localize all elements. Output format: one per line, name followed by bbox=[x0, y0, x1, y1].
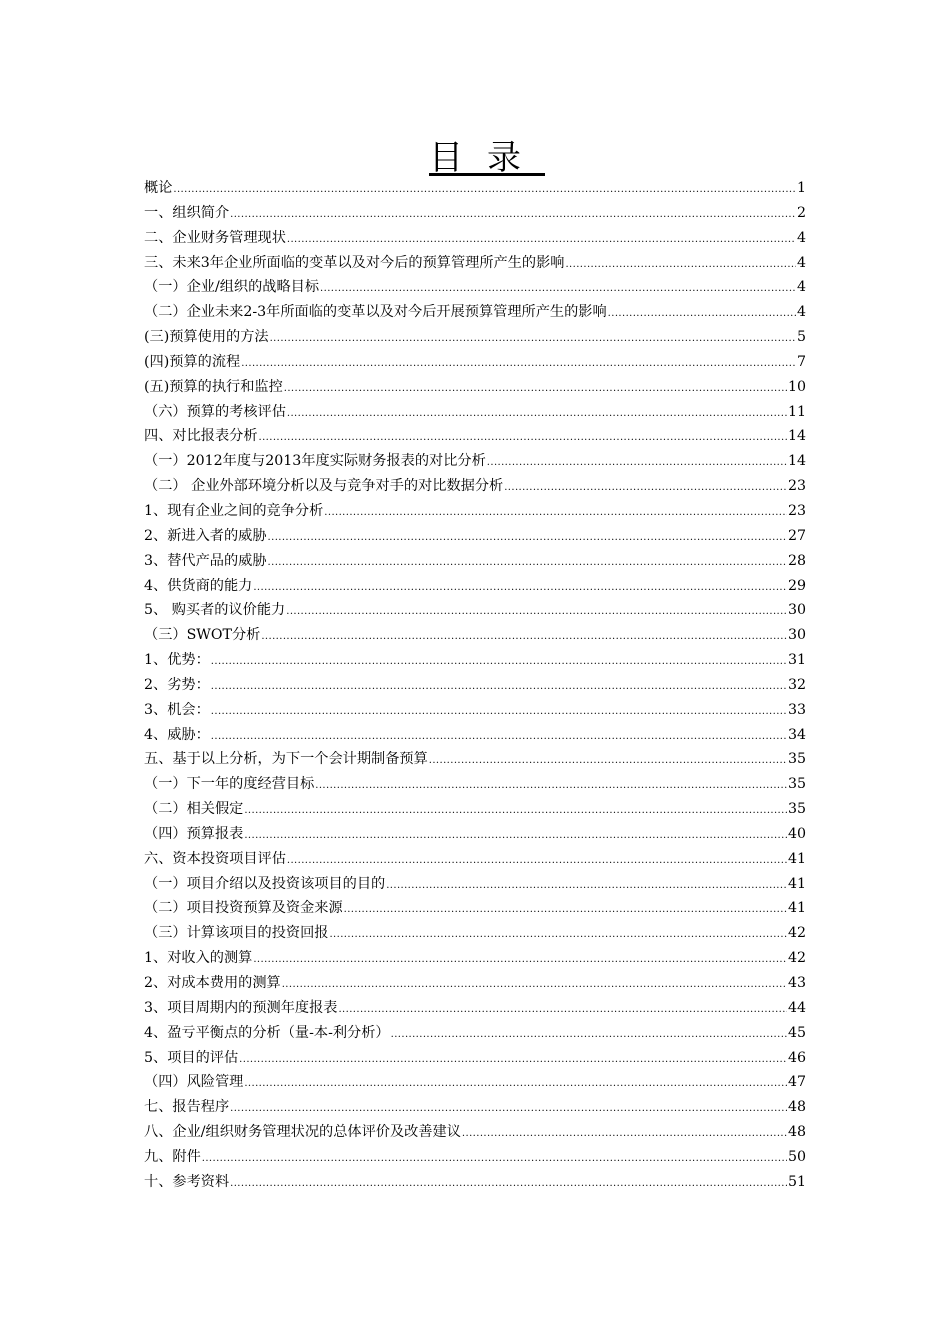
toc-entry-label: 5、项目的评估 bbox=[144, 1049, 239, 1066]
toc-leader-dots bbox=[202, 1147, 787, 1172]
toc-entry-label: 2、劣势： bbox=[144, 676, 210, 693]
toc-entry[interactable] bbox=[144, 872, 806, 897]
toc-entry[interactable] bbox=[144, 375, 806, 400]
toc-title bbox=[0, 130, 950, 179]
toc-leader-dots bbox=[344, 898, 787, 923]
toc-entry-page-number: 48 bbox=[787, 1124, 806, 1141]
toc-leader-dots bbox=[504, 476, 787, 501]
toc-leader-dots bbox=[429, 749, 787, 774]
toc-entry[interactable] bbox=[144, 1095, 806, 1120]
toc-entry-page-number: 11 bbox=[787, 403, 806, 420]
toc-entry-page-number: 34 bbox=[787, 726, 806, 743]
toc-entry-page-number: 28 bbox=[787, 552, 806, 569]
toc-entry-page-number: 4 bbox=[796, 279, 806, 296]
toc-entry-label: 3、机会： bbox=[144, 701, 210, 718]
toc-entry[interactable] bbox=[144, 325, 806, 350]
toc-entry-page-number: 30 bbox=[787, 627, 806, 644]
toc-entry-label: 十、参考资料 bbox=[144, 1173, 230, 1190]
toc-entry-label: (五)预算的执行和监控 bbox=[144, 378, 283, 395]
toc-leader-dots bbox=[320, 277, 796, 302]
toc-entry-page-number: 41 bbox=[787, 900, 806, 917]
toc-entry[interactable] bbox=[144, 524, 806, 549]
toc-leader-dots bbox=[565, 253, 796, 278]
toc-entry-label: （二） 企业外部环境分析以及与竞争对手的对比数据分析 bbox=[144, 478, 504, 495]
toc-entry[interactable] bbox=[144, 424, 806, 449]
toc-entry[interactable] bbox=[144, 226, 806, 251]
toc-entry[interactable] bbox=[144, 946, 806, 971]
toc-entry[interactable] bbox=[144, 723, 806, 748]
toc-entry[interactable] bbox=[144, 772, 806, 797]
toc-entry-label: (四)预算的流程 bbox=[144, 353, 241, 370]
toc-entry[interactable] bbox=[144, 598, 806, 623]
toc-leader-dots bbox=[230, 203, 796, 228]
toc-entry[interactable] bbox=[144, 449, 806, 474]
toc-entry-page-number: 35 bbox=[787, 776, 806, 793]
toc-entry-label: 3、替代产品的威胁 bbox=[144, 552, 267, 569]
toc-entry-label: （一）2012年度与2013年度实际财务报表的对比分析 bbox=[144, 453, 486, 470]
toc-leader-dots bbox=[462, 1122, 787, 1147]
toc-entry[interactable] bbox=[144, 300, 806, 325]
toc-entry-page-number: 2 bbox=[796, 204, 806, 221]
toc-entry-label: 1、现有企业之间的竞争分析 bbox=[144, 502, 324, 519]
toc-entry-label: 九、附件 bbox=[144, 1148, 201, 1165]
toc-entry-label: （三）SWOT分析 bbox=[144, 627, 261, 644]
toc-entry[interactable] bbox=[144, 400, 806, 425]
toc-leader-dots bbox=[287, 849, 787, 874]
toc-entry-page-number: 14 bbox=[787, 428, 806, 445]
toc-leader-dots bbox=[259, 426, 787, 451]
toc-entry-page-number: 5 bbox=[796, 329, 806, 346]
toc-entry-label: （二）项目投资预算及资金来源 bbox=[144, 900, 343, 917]
toc-entry-label: 2、对成本费用的测算 bbox=[144, 975, 281, 991]
toc-leader-dots bbox=[211, 700, 787, 725]
toc-entry-page-number: 32 bbox=[787, 676, 806, 693]
toc-entry-page-number: 41 bbox=[787, 850, 806, 867]
toc-entry-page-number: 4 bbox=[796, 229, 806, 246]
toc-entry[interactable] bbox=[144, 1021, 806, 1046]
toc-entry[interactable] bbox=[144, 549, 806, 574]
toc-leader-dots bbox=[253, 948, 787, 973]
toc-entry[interactable] bbox=[144, 1170, 806, 1195]
toc-entry-label: 1、对收入的测算 bbox=[144, 950, 253, 967]
toc-entry-label: (三)预算使用的方法 bbox=[144, 329, 269, 346]
toc-entry[interactable] bbox=[144, 847, 806, 872]
toc-entry[interactable] bbox=[144, 822, 806, 847]
toc-leader-dots bbox=[173, 178, 796, 203]
toc-entry[interactable] bbox=[144, 275, 806, 300]
toc-entry-label: 四、对比报表分析 bbox=[144, 428, 258, 445]
toc-entry-label: 概论 bbox=[144, 180, 173, 196]
toc-leader-dots bbox=[253, 576, 787, 601]
toc-entry[interactable] bbox=[144, 1145, 806, 1170]
toc-entry[interactable] bbox=[144, 499, 806, 524]
toc-entry[interactable] bbox=[144, 201, 806, 226]
toc-entry-label: 3、项目周期内的预测年度报表 bbox=[144, 999, 338, 1016]
toc-entry-page-number: 33 bbox=[787, 701, 806, 718]
toc-leader-dots bbox=[268, 551, 787, 576]
toc-entry-page-number: 44 bbox=[787, 999, 806, 1016]
toc-entry-page-number: 1 bbox=[796, 180, 806, 196]
toc-entry[interactable] bbox=[144, 1070, 806, 1095]
toc-entry-page-number: 43 bbox=[787, 975, 806, 991]
toc-entry-label: 八、企业/组织财务管理状况的总体评价及改善建议 bbox=[144, 1124, 461, 1141]
toc-entry[interactable] bbox=[144, 574, 806, 599]
toc-entry-label: 五、基于以上分析，为下一个会计期制备预算 bbox=[144, 751, 428, 768]
toc-leader-dots bbox=[391, 1023, 787, 1048]
toc-entry-label: （六）预算的考核评估 bbox=[144, 403, 286, 420]
toc-leader-dots bbox=[230, 1097, 787, 1122]
toc-entry-label: 4、盈亏平衡点的分析（量-本-利分析） bbox=[144, 1024, 390, 1041]
toc-entry-label: 二、企业财务管理现状 bbox=[144, 229, 286, 246]
toc-entry-page-number: 46 bbox=[787, 1049, 806, 1066]
toc-entry-page-number: 42 bbox=[787, 925, 806, 942]
toc-entry-label: （一）企业/组织的战略目标 bbox=[144, 279, 320, 296]
toc-entry[interactable] bbox=[144, 747, 806, 772]
toc-leader-dots bbox=[268, 526, 787, 551]
toc-leader-dots bbox=[487, 451, 787, 476]
toc-entry-label: （四）风险管理 bbox=[144, 1074, 244, 1091]
toc-leader-dots bbox=[386, 874, 787, 899]
toc-entry-page-number: 42 bbox=[787, 950, 806, 967]
toc-entry-label: 一、组织简介 bbox=[144, 204, 230, 221]
toc-entry-page-number: 30 bbox=[787, 602, 806, 619]
toc-entry-page-number: 35 bbox=[787, 751, 806, 768]
toc-entry-page-number: 4 bbox=[796, 304, 806, 321]
toc-entry[interactable] bbox=[144, 996, 806, 1021]
toc-leader-dots bbox=[211, 675, 787, 700]
toc-entry[interactable] bbox=[144, 921, 806, 946]
toc-entry[interactable] bbox=[144, 698, 806, 723]
toc-entry[interactable] bbox=[144, 623, 806, 648]
toc-entry-label: （四）预算报表 bbox=[144, 825, 244, 842]
toc-leader-dots bbox=[244, 799, 787, 824]
toc-leader-dots bbox=[287, 228, 796, 253]
toc-entry-page-number: 23 bbox=[787, 478, 806, 495]
toc-leader-dots bbox=[324, 501, 787, 526]
toc-leader-dots bbox=[211, 725, 787, 750]
toc-entry-page-number: 40 bbox=[787, 825, 806, 842]
toc-leader-dots bbox=[282, 973, 787, 998]
toc-entry[interactable] bbox=[144, 971, 806, 996]
toc-entry-label: 4、威胁： bbox=[144, 726, 210, 743]
toc-entry[interactable] bbox=[144, 673, 806, 698]
toc-leader-dots bbox=[315, 774, 787, 799]
toc-title-text: 目录 bbox=[429, 138, 545, 178]
toc-entry[interactable] bbox=[144, 1120, 806, 1145]
toc-leader-dots bbox=[230, 1172, 787, 1197]
toc-leader-dots bbox=[284, 377, 787, 402]
toc-entry-page-number: 10 bbox=[787, 378, 806, 395]
toc-entry[interactable] bbox=[144, 1046, 806, 1071]
toc-entry-label: 4、供货商的能力 bbox=[144, 577, 253, 594]
toc-entry-page-number: 23 bbox=[787, 502, 806, 519]
toc-entry-page-number: 31 bbox=[787, 652, 806, 669]
toc-entry-page-number: 4 bbox=[796, 254, 806, 271]
toc-leader-dots bbox=[244, 824, 787, 849]
toc-leader-dots bbox=[338, 998, 786, 1023]
toc-entry[interactable] bbox=[144, 251, 806, 276]
toc-leader-dots bbox=[244, 1072, 787, 1097]
toc-entry[interactable] bbox=[144, 176, 806, 201]
toc-leader-dots bbox=[211, 650, 787, 675]
toc-entry-label: 2、新进入者的威胁 bbox=[144, 527, 267, 544]
table-of-contents bbox=[144, 176, 806, 1195]
toc-entry-label: 1、优势： bbox=[144, 652, 210, 669]
toc-entry-page-number: 27 bbox=[787, 527, 806, 544]
toc-entry-label: （一）下一年的度经营目标 bbox=[144, 776, 315, 793]
toc-entry-page-number: 7 bbox=[796, 353, 806, 370]
toc-entry-page-number: 29 bbox=[787, 577, 806, 594]
toc-entry[interactable] bbox=[144, 474, 806, 499]
toc-entry-page-number: 48 bbox=[787, 1099, 806, 1116]
toc-entry[interactable] bbox=[144, 350, 806, 375]
toc-entry-page-number: 41 bbox=[787, 875, 806, 892]
toc-entry-label: 六、资本投资项目评估 bbox=[144, 850, 286, 867]
toc-entry-label: （二）相关假定 bbox=[144, 801, 244, 818]
toc-leader-dots bbox=[261, 625, 787, 650]
toc-entry-page-number: 45 bbox=[787, 1024, 806, 1041]
toc-entry-label: 三、未来3年企业所面临的变革以及对今后的预算管理所产生的影响 bbox=[144, 254, 565, 271]
toc-leader-dots bbox=[286, 600, 787, 625]
toc-entry[interactable] bbox=[144, 797, 806, 822]
toc-leader-dots bbox=[239, 1048, 787, 1073]
toc-entry-page-number: 51 bbox=[787, 1173, 806, 1190]
toc-leader-dots bbox=[287, 402, 787, 427]
toc-entry-label: （三）计算该项目的投资回报 bbox=[144, 925, 329, 942]
toc-entry-label: （二）企业未来2-3年所面临的变革以及对今后开展预算管理所产生的影响 bbox=[144, 304, 607, 321]
toc-entry-page-number: 50 bbox=[787, 1148, 806, 1165]
toc-entry[interactable] bbox=[144, 648, 806, 673]
toc-leader-dots bbox=[241, 352, 796, 377]
toc-leader-dots bbox=[270, 327, 796, 352]
toc-entry-label: （一）项目介绍以及投资该项目的目的 bbox=[144, 875, 386, 892]
toc-entry-label: 5、 购买者的议价能力 bbox=[144, 602, 286, 619]
toc-entry-label: 七、报告程序 bbox=[144, 1099, 230, 1116]
toc-entry-page-number: 35 bbox=[787, 801, 806, 818]
toc-entry[interactable] bbox=[144, 896, 806, 921]
toc-leader-dots bbox=[329, 923, 786, 948]
toc-entry-page-number: 14 bbox=[787, 453, 806, 470]
toc-entry-page-number: 47 bbox=[787, 1074, 806, 1091]
toc-leader-dots bbox=[608, 302, 796, 327]
